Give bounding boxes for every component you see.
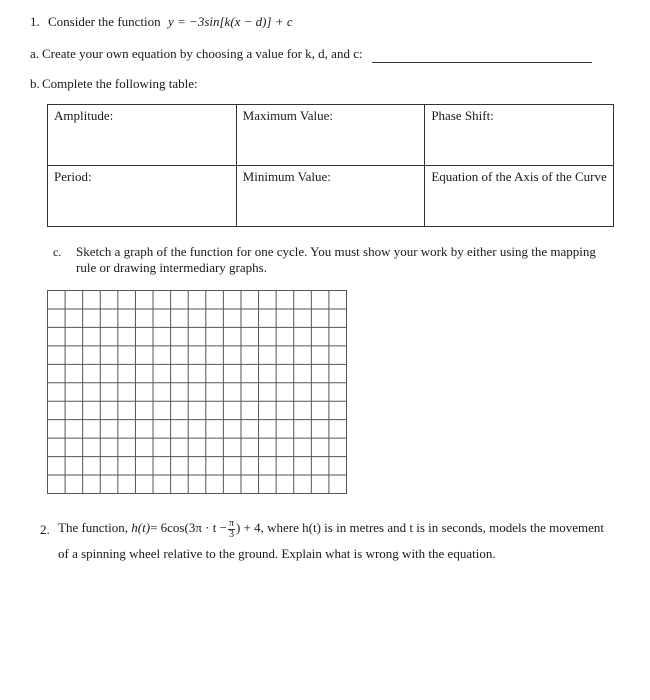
cell-period[interactable]: [48, 166, 237, 227]
cell-minimum[interactable]: [236, 166, 425, 227]
table-row: [48, 105, 614, 166]
q2-lead: The function,: [58, 520, 129, 535]
cell-amplitude[interactable]: [48, 105, 237, 166]
properties-table: [47, 104, 614, 227]
part-b-label: b.: [30, 76, 40, 91]
table-row: [48, 166, 614, 227]
part-c-label: c.: [53, 245, 62, 259]
q2-cos-part: = 6cos(3π · t −: [150, 520, 227, 535]
q2-line2: of a spinning wheel relative to the ground. Explain what is wrong with the equation.: [58, 546, 496, 561]
maximum-label: Maximum Value:: [242, 108, 334, 123]
answer-blank-line[interactable]: [372, 62, 592, 63]
part-a-label: a.: [30, 46, 40, 61]
part-a-text: Create your own equation by choosing a value for k, d, and c:: [42, 46, 363, 61]
axis-equation-label: Equation of the Axis of the Curve: [431, 169, 607, 184]
part-b-text: Complete the following table:: [42, 76, 198, 91]
q1-intro: Consider the function: [48, 14, 161, 29]
cell-phase-shift[interactable]: [425, 105, 614, 166]
phase-shift-label: Phase Shift:: [431, 108, 494, 123]
pi-over-three: [228, 519, 235, 540]
fraction-denominator: 3: [228, 528, 234, 540]
part-c-line1: Sketch a graph of the function for one cycle. You must show your work by either using the mapping: [76, 244, 596, 259]
q1-equation: y = −3sin[k(x − d)] + c: [168, 14, 293, 29]
amplitude-label: Amplitude:: [54, 108, 114, 123]
q2-tail: ) + 4: [235, 520, 261, 535]
q2-function: h(t): [131, 520, 151, 535]
graph-grid[interactable]: [47, 290, 347, 494]
part-c-line2: rule or drawing intermediary graphs.: [76, 260, 267, 275]
q1-number: 1.: [30, 14, 40, 29]
q2-number: 2.: [40, 522, 50, 537]
q2-line1: [58, 514, 604, 542]
minimum-label: Minimum Value:: [242, 169, 331, 184]
cell-maximum[interactable]: [236, 105, 425, 166]
cell-axis-equation[interactable]: [425, 166, 614, 227]
period-label: Period:: [54, 169, 92, 184]
q2-text-after: , where h(t) is in metres and t is in seconds, models the movement: [260, 520, 604, 535]
fraction-numerator: π: [228, 517, 234, 529]
